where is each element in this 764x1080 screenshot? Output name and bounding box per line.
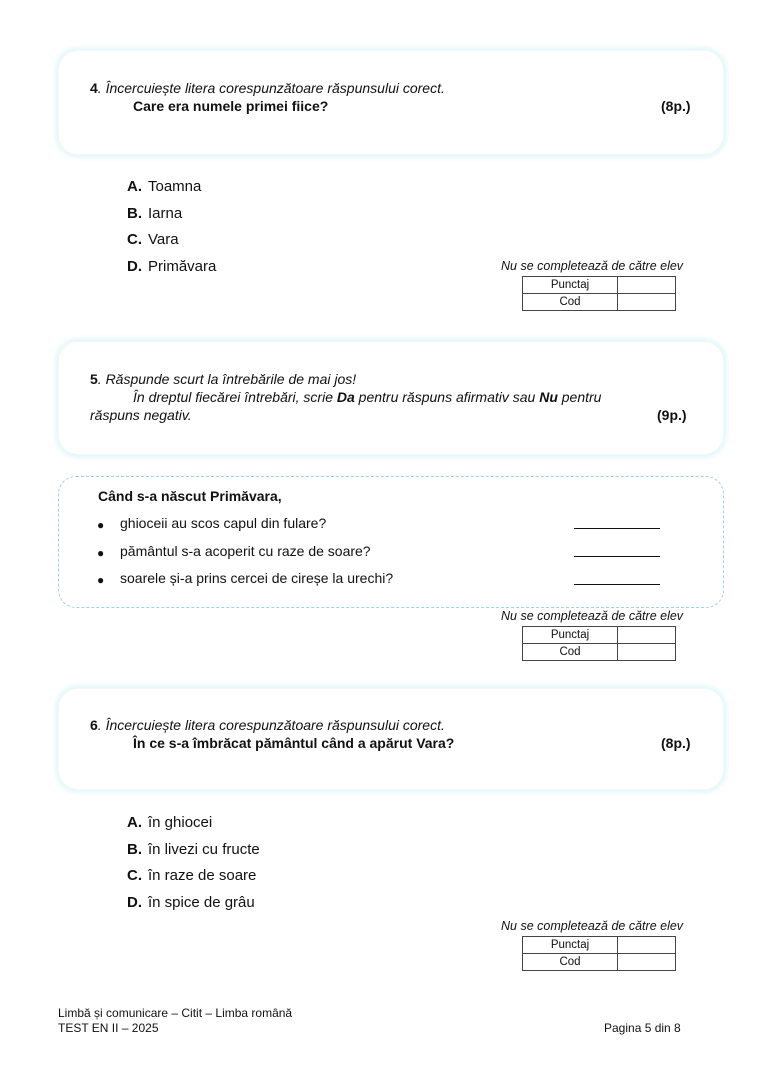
- answer-blank-1[interactable]: [574, 528, 660, 529]
- question-6-instruction: 6. Încercuiește litera corespunzătoare răspunsului corect.: [90, 717, 445, 733]
- cod-cell[interactable]: [618, 954, 676, 971]
- question-4-number: 4: [90, 80, 98, 96]
- score-box-q5: [501, 609, 701, 658]
- q6-option-a[interactable]: A. în ghiocei: [127, 814, 213, 831]
- question-5-line2: În dreptul fiecărei întrebări, scrie Da pentru răspuns afirmativ sau Nu pentru: [133, 389, 602, 405]
- score-caption: Nu se completează de către elev: [501, 919, 684, 933]
- cod-label: Cod: [523, 644, 618, 661]
- answer-blank-3[interactable]: [574, 584, 660, 585]
- question-4-text: Care era numele primei fiice?: [133, 98, 329, 114]
- question-5-heading: Când s-a născut Primăvara,: [98, 488, 282, 504]
- q5-item-2: pământul s-a acoperit cu raze de soare?: [120, 543, 371, 559]
- q4-option-a[interactable]: A. Toamna: [127, 178, 202, 195]
- q5-item-1: ghioceii au scos capul din fulare?: [120, 515, 327, 531]
- punctaj-label: Punctaj: [523, 937, 618, 954]
- punctaj-cell[interactable]: [618, 277, 676, 294]
- punctaj-label: Punctaj: [523, 277, 618, 294]
- score-table: [522, 626, 676, 661]
- score-box-q4: [501, 259, 701, 308]
- question-4-points: (8p.): [661, 98, 691, 114]
- question-4-box: [58, 50, 724, 155]
- cod-label: Cod: [523, 294, 618, 311]
- bullet-icon: ●: [97, 573, 105, 587]
- question-5-number: 5: [90, 371, 98, 387]
- question-6-number: 6: [90, 717, 98, 733]
- q6-option-d[interactable]: D. în spice de grâu: [127, 894, 255, 911]
- bullet-icon: ●: [97, 546, 105, 560]
- q4-option-d[interactable]: D. Primăvara: [127, 258, 217, 275]
- q4-option-b[interactable]: B. Iarna: [127, 205, 183, 222]
- punctaj-cell[interactable]: [618, 627, 676, 644]
- question-5-line3: răspuns negativ.: [90, 407, 192, 423]
- bullet-icon: ●: [97, 518, 105, 532]
- score-box-q6: [501, 919, 701, 968]
- score-caption: Nu se completează de către elev: [501, 609, 684, 623]
- score-caption: Nu se completează de către elev: [501, 259, 684, 273]
- cod-cell[interactable]: [618, 294, 676, 311]
- q4-option-c[interactable]: C. Vara: [127, 231, 179, 248]
- punctaj-cell[interactable]: [618, 937, 676, 954]
- score-table: [522, 936, 676, 971]
- footer-subject: Limbă și comunicare – Citit – Limba română: [58, 1006, 293, 1020]
- question-5-points: (9p.): [657, 407, 687, 423]
- footer-page-number: Pagina 5 din 8: [604, 1021, 681, 1035]
- score-table: [522, 276, 676, 311]
- cod-label: Cod: [523, 954, 618, 971]
- q5-item-3: soarele și-a prins cercei de cireșe la urechi?: [120, 570, 394, 586]
- punctaj-label: Punctaj: [523, 627, 618, 644]
- question-6-points: (8p.): [661, 735, 691, 751]
- question-5-instruction: 5. Răspunde scurt la întrebările de mai jos!: [90, 371, 357, 387]
- question-6-text: În ce s-a îmbrăcat pământul când a apărut Vara?: [133, 735, 455, 751]
- answer-blank-2[interactable]: [574, 556, 660, 557]
- question-6-box: [58, 688, 724, 790]
- q6-option-b[interactable]: B. în livezi cu fructe: [127, 841, 260, 858]
- question-5-box: [58, 341, 724, 455]
- cod-cell[interactable]: [618, 644, 676, 661]
- question-4-instruction: 4. Încercuiește litera corespunzătoare răspunsului corect.: [90, 80, 445, 96]
- footer-test: TEST EN II – 2025: [58, 1021, 159, 1035]
- q6-option-c[interactable]: C. în raze de soare: [127, 867, 257, 884]
